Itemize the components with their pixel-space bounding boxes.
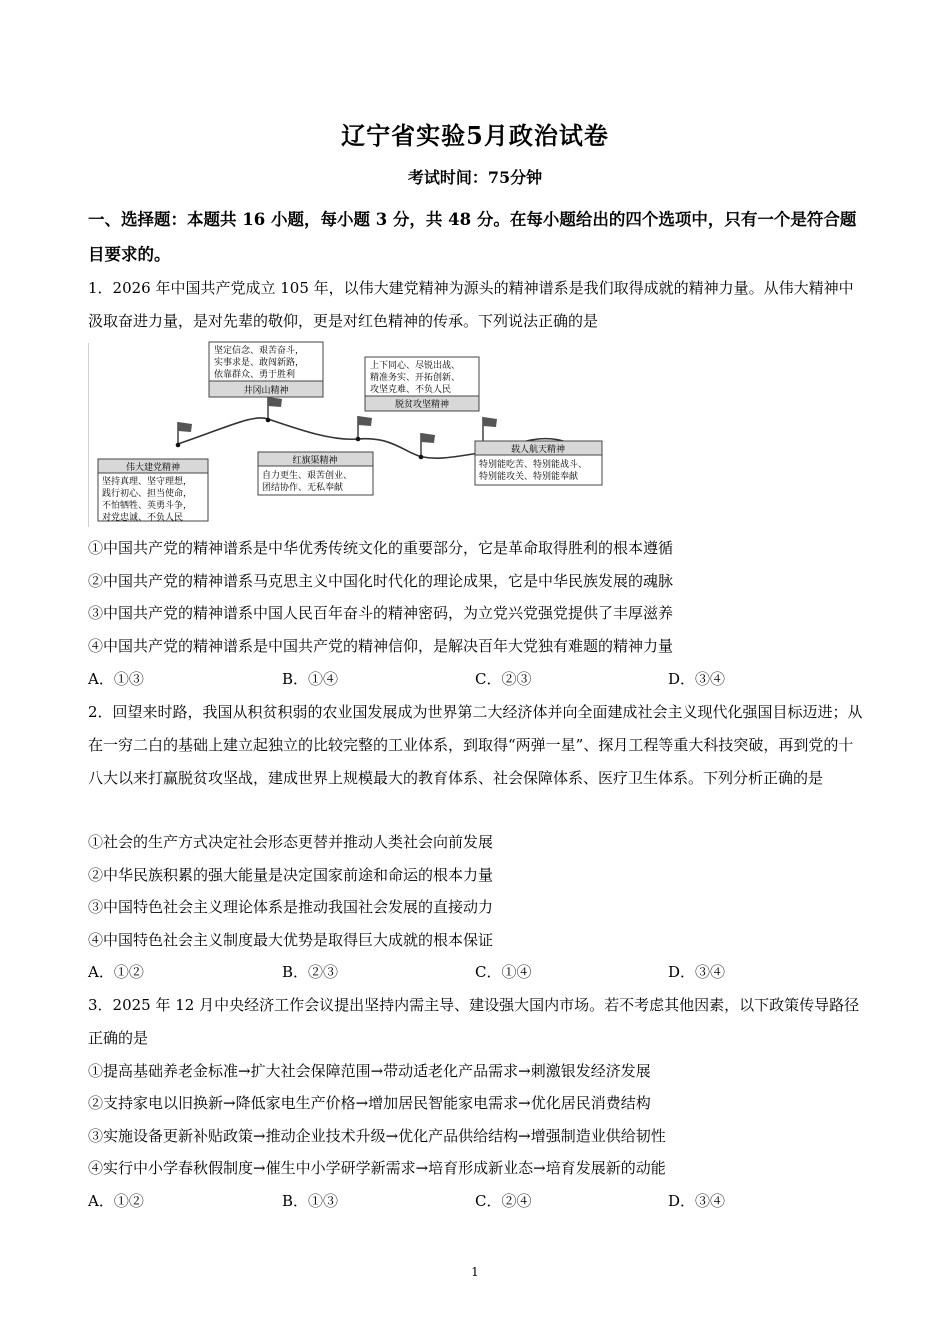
box-spaceflight-line-2: 特别能攻关、特别能奉献	[479, 472, 579, 482]
box-party-line-4: 对党忠诚、不负人民	[102, 513, 184, 523]
spirit-lineage-figure	[88, 339, 608, 527]
box-hongqiqu-line-1: 自力更生、艰苦创业、	[262, 471, 353, 481]
box-jinggangshan-line-3: 依靠群众、勇于胜利	[214, 370, 296, 380]
box-jinggangshan-title: 井冈山精神	[243, 386, 289, 396]
box-hongqiqu-line-2: 团结协作、无私奉献	[262, 483, 344, 493]
q1-item-2: ②中国共产党的精神谱系马克思主义中国化时代化的理论成果，它是中华民族发展的魂脉	[88, 572, 674, 590]
exam-duration: 考试时间：75分钟	[407, 168, 543, 187]
question-2-stem: 2．回望来时路，我国从积贫积弱的农业国发展成为世界第二大经济体并向全面建成社会主义现代化强国目标迈进；从在一穷二白的基础上建立起独立的比较完整的工业体系，到取得“两弹一星”、探月工程等重大科技突破，再到党的十八大以来打赢脱贫攻坚战，建成世界上规模最大的教育体系、社会保障体系、医疗卫生体系。下列分析正确的是	[88, 703, 863, 787]
figure-svg	[88, 339, 608, 527]
box-spaceflight-line-1: 特别能吃苦、特别能战斗、	[479, 460, 588, 470]
q1-option-c: C．②③	[475, 670, 532, 688]
q1-option-b: B．①④	[282, 670, 339, 688]
box-jinggangshan-line-1: 坚定信念、艰苦奋斗，	[214, 346, 305, 356]
question-3-stem: 3．2025 年 12 月中央经济工作会议提出坚持内需主导、建设强大国内市场。若不考虑其他因素，以下政策传导路径正确的是	[88, 996, 860, 1047]
q1-item-4: ④中国共产党的精神谱系是中国共产党的精神信仰，是解决百年大党独有难题的精神力量	[88, 637, 674, 655]
page-number: 1	[471, 1265, 479, 1279]
box-manned-spaceflight	[475, 441, 602, 485]
flag-icon	[419, 433, 435, 459]
box-poverty-title: 脱贫攻坚精神	[394, 400, 450, 410]
q2-item-1: ①社会的生产方式决定社会形态更替并推动人类社会向前发展	[88, 833, 494, 851]
q2-option-a: A．①②	[88, 963, 144, 981]
q2-option-b: B．②③	[282, 963, 339, 981]
box-poverty-line-3: 攻坚克难、不负人民	[370, 385, 452, 395]
box-spaceflight-title: 载人航天精神	[510, 445, 566, 455]
box-party-founding	[98, 459, 208, 523]
question-1-stem: 1．2026 年中国共产党成立 105 年，以伟大建党精神为源头的精神谱系是我们取得成就的精神力量。从伟大精神中汲取奋进力量，是对先辈的敬仰，更是对红色精神的传承。下列说法正确的是	[88, 279, 854, 330]
box-party-line-3: 不怕牺牲、英勇斗争，	[102, 501, 193, 511]
box-party-line-2: 践行初心、担当使命，	[102, 489, 193, 499]
box-jinggangshan-line-2: 实事求是、敢闯新路，	[214, 358, 305, 368]
q3-options	[88, 1190, 868, 1216]
q2-option-c: C．①④	[475, 963, 532, 981]
q2-options	[88, 961, 868, 987]
box-party-title: 伟大建党精神	[125, 463, 181, 473]
q3-item-1: ①提高基础养老金标准→扩大社会保障范围→带动适老化产品需求→刺激银发经济发展	[88, 1062, 651, 1080]
q3-item-2: ②支持家电以旧换新→降低家电生产价格→增加居民智能家电需求→优化居民消费结构	[88, 1094, 651, 1112]
box-hongqiqu-title: 红旗渠精神	[292, 456, 338, 466]
q3-option-d: D．③④	[668, 1192, 726, 1210]
q1-options	[88, 668, 868, 694]
q2-item-3: ③中国特色社会主义理论体系是推动我国社会发展的直接动力	[88, 898, 494, 916]
q3-option-b: B．①③	[282, 1192, 339, 1210]
q3-item-3: ③实施设备更新补贴政策→推动企业技术升级→优化产品供给结构→增强制造业供给韧性	[88, 1127, 666, 1145]
q3-item-4: ④实行中小学春秋假制度→催生中小学研学新需求→培育形成新业态→培育发展新的动能	[88, 1159, 666, 1177]
q2-option-d: D．③④	[668, 963, 726, 981]
flag-icon	[266, 397, 282, 422]
flag-icon	[356, 416, 372, 441]
box-party-line-1: 坚持真理、坚守理想，	[102, 477, 193, 487]
box-poverty-alleviation	[365, 357, 479, 411]
box-poverty-line-1: 上下同心、尽锐出战、	[370, 361, 461, 371]
q3-option-c: C．②④	[475, 1192, 532, 1210]
section-heading: 一、选择题：本题共 16 小题，每小题 3 分，共 48 分。在每小题给出的四个选项中，只有一个是符合题目要求的。	[88, 210, 857, 264]
flag-icon	[176, 422, 192, 447]
q1-option-a: A．①③	[88, 670, 144, 688]
box-hongqiqu	[258, 452, 373, 495]
q1-option-d: D．③④	[668, 670, 726, 688]
box-jinggangshan	[209, 342, 323, 397]
page-title: 辽宁省实验5月政治试卷	[341, 121, 609, 150]
q3-option-a: A．①②	[88, 1192, 144, 1210]
q1-item-3: ③中国共产党的精神谱系中国人民百年奋斗的精神密码，为立党兴党强党提供了丰厚滋养	[88, 604, 674, 622]
q1-item-1: ①中国共产党的精神谱系是中华优秀传统文化的重要部分，它是革命取得胜利的根本遵循	[88, 539, 674, 557]
q2-item-4: ④中国特色社会主义制度最大优势是取得巨大成就的根本保证	[88, 931, 494, 949]
box-poverty-line-2: 精准务实、开拓创新、	[370, 373, 461, 383]
q2-item-2: ②中华民族积累的强大能量是决定国家前途和命运的根本力量	[88, 866, 494, 884]
